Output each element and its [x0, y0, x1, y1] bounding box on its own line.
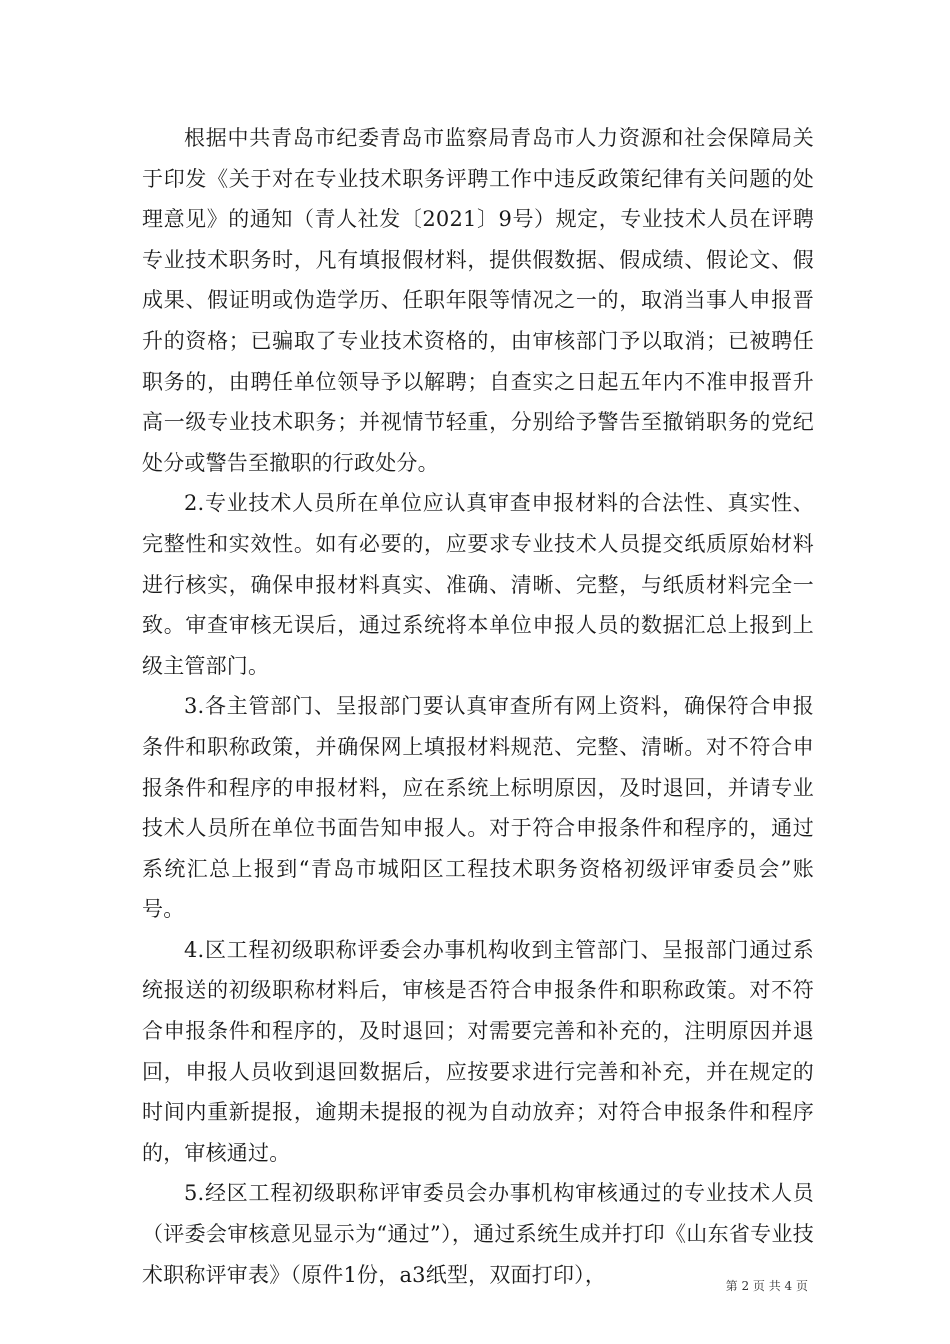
- paragraph-4: 4.区工程初级职称评委会办事机构收到主管部门、呈报部门通过系统报送的初级职称材料后，审核是否符合申报条件和职称政策。对不符合申报条件和程序的，及时退回；对需要完善和补充的，注明原因并退回，申报人员收到退回数据后，应按要求进行完善和补充，并在规定的时间内重新提报，逾期未提报的视为自动放弃；对符合申报条件和程序的，审核通过。: [142, 937, 814, 1165]
- page-number-footer: 第 2 页 共 4 页: [725, 1279, 808, 1293]
- paragraph-1: 根据中共青岛市纪委青岛市监察局青岛市人力资源和社会保障局关于印发《关于对在专业技术职务评聘工作中违反政策纪律有关问题的处理意见》的通知（青人社发〔2021〕9号）规定，专业技术人员在评聘专业技术职务时，凡有填报假材料，提供假数据、假成绩、假论文、假成果、假证明或伪造学历、任职年限等情况之一的，取消当事人申报晋升的资格；已骗取了专业技术资格的，由审核部门予以取消；已被聘任职务的，由聘任单位领导予以解聘；自查实之日起五年内不准申报晋升高一级专业技术职务；并视情节轻重，分别给予警告至撤销职务的党纪处分或警告至撤职的行政处分。: [142, 126, 814, 475]
- paragraph-3: 3.各主管部门、呈报部门要认真审查所有网上资料，确保符合申报条件和职称政策，并确保网上填报材料规范、完整、清晰。对不符合申报条件和程序的申报材料，应在系统上标明原因，及时退回，并请专业技术人员所在单位书面告知申报人。对于符合申报条件和程序的，通过系统汇总上报到“青岛市城阳区工程技术职务资格初级评审委员会”账号。: [142, 694, 814, 922]
- document-body: [142, 118, 814, 1295]
- paragraph-5: 5.经区工程初级职称评审委员会办事机构审核通过的专业技术人员（评委会审核意见显示为“通过”），通过系统生成并打印《山东省专业技术职称评审表》（原件1份，a3纸型，双面打印），: [142, 1181, 814, 1287]
- paragraph-2: 2.专业技术人员所在单位应认真审查申报材料的合法性、真实性、完整性和实效性。如有必要的，应要求专业技术人员提交纸质原始材料进行核实，确保申报材料真实、准确、清晰、完整，与纸质材料完全一致。审查审核无误后，通过系统将本单位申报人员的数据汇总上报到上级主管部门。: [142, 491, 814, 678]
